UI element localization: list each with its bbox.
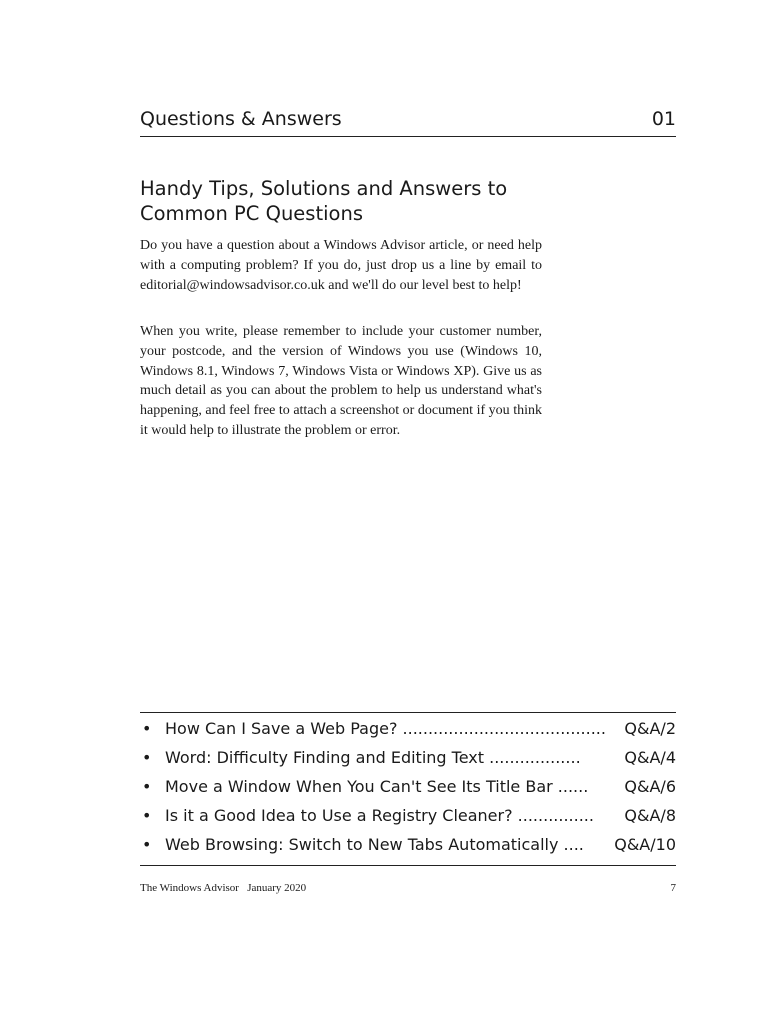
toc-item-label: Web Browsing: Switch to New Tabs Automatically .... [165,835,584,854]
toc-item[interactable] [140,806,676,830]
toc-item-page: Q&A/2 [624,719,676,738]
toc-item-page: Q&A/4 [624,748,676,767]
toc-item-label: Word: Difficulty Finding and Editing Text .................. [165,748,581,767]
section-title: Questions & Answers [140,108,342,130]
instructions-paragraph: When you write, please remember to include your customer number, your postcode, and the version of Windows you use (Windows 10, Windows 8.1, Windows 7, Windows Vista or Windows XP). Give us as much detail as you can about the problem to help us understand what's happening, and feel free to attach a screenshot or document if you think it would help to illustrate the problem or error. [140,324,542,438]
table-of-contents [140,712,676,866]
toc-item-page: Q&A/10 [614,835,676,854]
toc-item-label: Is it a Good Idea to Use a Registry Cleaner? ............... [165,806,594,825]
article-headline: Handy Tips, Solutions and Answers to Common PC Questions [140,177,508,225]
section-header [140,104,676,137]
intro-paragraph: Do you have a question about a Windows Advisor article, or need help with a computing problem? If you do, just drop us a line by email to editorial@windowsadvisor.co.uk and we'll do our level best to help! [140,238,542,293]
toc-item[interactable] [140,835,676,859]
page-footer [140,882,676,898]
footer-publication: The Windows Advisor January 2020 [140,882,307,894]
toc-item-label: How Can I Save a Web Page? ........................................ [165,719,606,738]
footer-page-number: 7 [670,882,676,894]
bullet-icon: • [142,719,152,738]
toc-item-page: Q&A/6 [624,777,676,796]
bullet-icon: • [142,835,152,854]
bullet-icon: • [142,777,152,796]
toc-item-page: Q&A/8 [624,806,676,825]
bullet-icon: • [142,806,152,825]
section-number: 01 [651,108,676,130]
toc-item-label: Move a Window When You Can't See Its Title Bar ...... [165,777,589,796]
toc-item[interactable] [140,719,676,743]
toc-item[interactable] [140,748,676,772]
toc-item[interactable] [140,777,676,801]
bullet-icon: • [142,748,152,767]
